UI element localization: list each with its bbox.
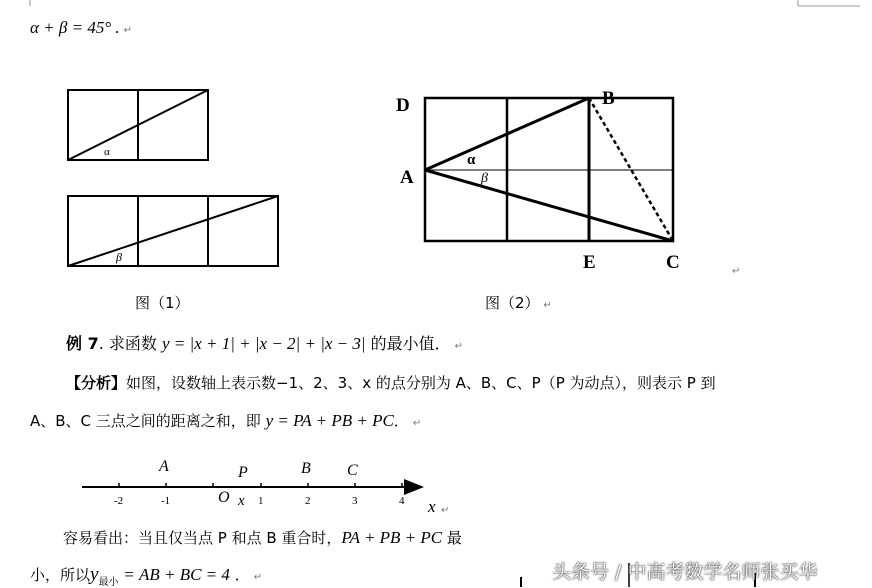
point-P-coordinate-label: x: [238, 493, 245, 509]
analysis-label: 【分析】: [66, 374, 127, 392]
conclusion-line-2-suffix: ．: [234, 566, 250, 584]
conclusion-line-2-formula: = AB + BC = 4: [123, 565, 230, 584]
top-equation-text: α + β = 45° .: [30, 18, 120, 37]
tick-label-2: 2: [305, 495, 311, 507]
analysis-line-2-text: A、B、C 三点之间的距离之和，即: [30, 412, 261, 430]
figure-1-top-rectangle: [68, 90, 208, 160]
conclusion-line-2-subscript: 最小: [98, 577, 119, 588]
example-7: [66, 331, 463, 354]
analysis-line-2-suffix: ．: [393, 412, 409, 430]
figure-2-label-E: E: [583, 252, 596, 273]
analysis-line-1: [66, 372, 716, 393]
figure-2-caption: [485, 292, 552, 313]
tick-label-1: 1: [258, 495, 264, 507]
figure-2-caption-text: 图（2）: [485, 294, 540, 312]
paragraph-mark: ↵: [454, 341, 464, 352]
conclusion-line-1-text: 容易看出：当且仅当点 P 和点 B 重合时，: [63, 529, 342, 547]
analysis-line-2-formula: y = PA + PB + PC: [265, 411, 394, 430]
example-7-text-suffix: 的最小值．: [370, 334, 451, 353]
top-equation: [30, 18, 132, 38]
conclusion-line-2-var: y: [90, 564, 99, 585]
figure-1-beta-label: β: [116, 250, 122, 264]
tick-label-origin: O: [218, 489, 230, 506]
number-line-axis-label: x: [428, 497, 436, 516]
figure-2-label-B: B: [602, 88, 615, 109]
conclusion-line-1-formula: PA + PB + PC: [341, 528, 443, 547]
figure-2-label-D: D: [396, 95, 410, 116]
example-7-formula: y = |x + 1| + |x − 2| + |x − 3|: [162, 334, 366, 353]
tick-label-minus-1: -1: [161, 495, 171, 507]
conclusion-line-1: [63, 527, 462, 548]
figure-2-label-A: A: [400, 167, 414, 188]
paragraph-mark: ↵: [732, 266, 741, 277]
paragraph-mark: ↵: [543, 300, 552, 311]
conclusion-line-2: [30, 564, 262, 588]
figure-1-bottom-rectangle: [68, 196, 278, 266]
figure-1-alpha-label: α: [104, 146, 110, 158]
number-line: [70, 452, 460, 520]
analysis-line-1-text: 如图，设数轴上表示数−1、2、3、x 的点分别为 A、B、C、P（P 为动点），则表示 P 到: [126, 374, 716, 392]
paragraph-mark: ↵: [253, 572, 263, 583]
figure-2-alpha-label: α: [467, 152, 476, 168]
point-label-C: C: [347, 462, 358, 479]
figure-1-caption: 图（1）: [135, 294, 190, 312]
paragraph-mark: ↵: [441, 505, 450, 516]
paragraph-mark: ↵: [412, 418, 422, 429]
page-corner-marks: [0, 0, 872, 10]
example-7-text-prefix: . 求函数: [98, 334, 157, 353]
figure-2-beta-label: β: [481, 171, 488, 186]
example-7-label: 例 7: [66, 334, 99, 353]
analysis-line-2: [30, 410, 421, 431]
tick-label-4: 4: [399, 495, 405, 507]
tick-label-3: 3: [352, 495, 358, 507]
point-label-P: P: [238, 464, 248, 481]
watermark: 头条号 / 中高考数学名师张买华: [552, 561, 818, 583]
figure-2-label-C: C: [666, 252, 680, 273]
point-label-A: A: [159, 458, 169, 475]
figure-2: [390, 80, 690, 280]
tick-label-minus-2: -2: [114, 495, 124, 507]
paragraph-mark: ↵: [123, 25, 133, 36]
conclusion-line-1-suffix: 最: [446, 529, 462, 547]
conclusion-line-2-text: 小，所以: [30, 566, 91, 584]
figure-1: [60, 85, 290, 275]
point-label-B: B: [301, 460, 311, 477]
